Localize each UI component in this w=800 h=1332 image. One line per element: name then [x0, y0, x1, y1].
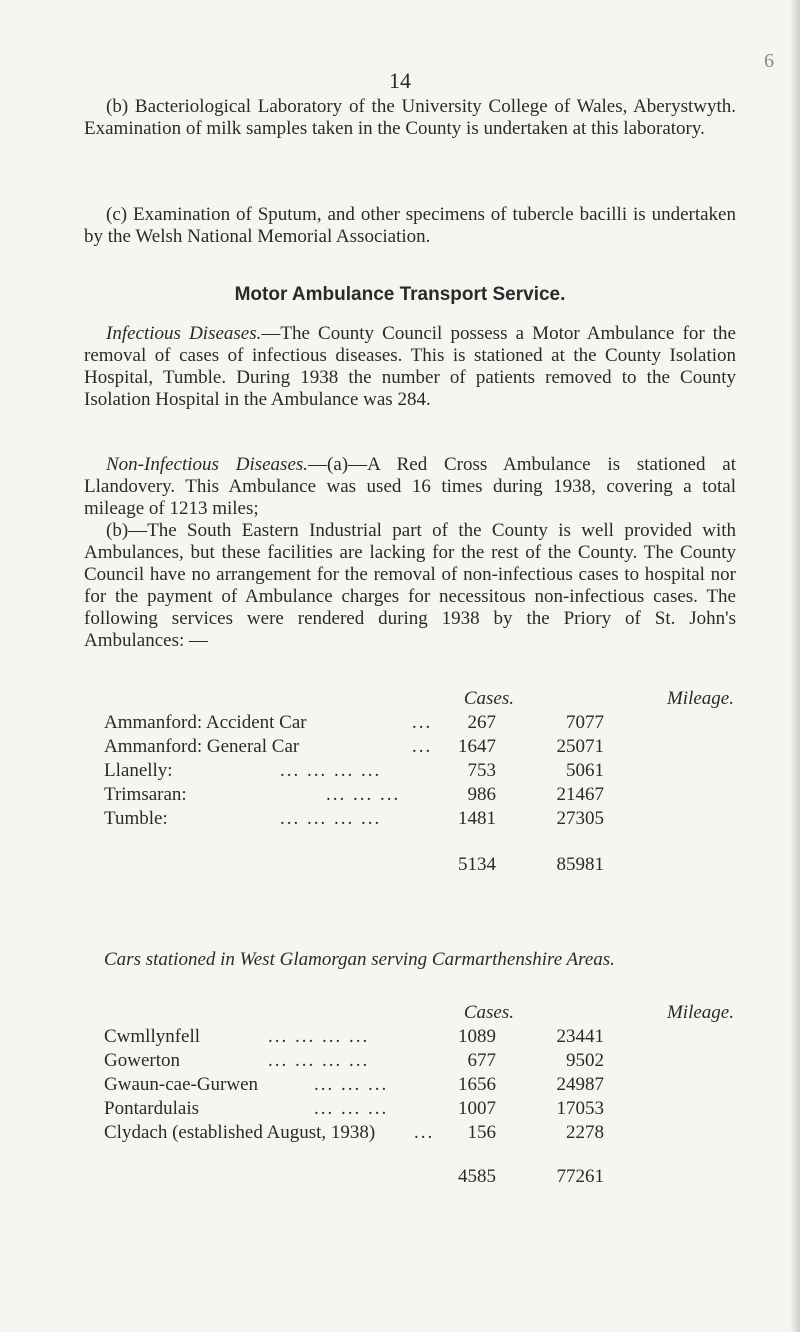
infectious-text: —The County Council possess a Motor Ambulance for the removal of cases of infectious diseases. This is stationed at the County Isolation Hospital, Tumble. During 1938 the number of patients removed to the County Isolation Hospital in the Ambulance was 284. — [84, 323, 736, 410]
leader-dots: ... — [412, 736, 433, 757]
leader-dots: ... — [412, 712, 433, 733]
row-label: Gowerton — [104, 1050, 180, 1071]
leader-dots: ... ... ... — [314, 1074, 389, 1095]
row-mileage: 17053 — [556, 1098, 604, 1119]
leader-dots: ... — [414, 1122, 435, 1143]
west-glamorgan-cars-table — [104, 1002, 744, 1232]
leader-dots: ... ... ... ... — [280, 760, 382, 781]
row-cases: 1481 — [458, 808, 496, 829]
row-mileage: 21467 — [556, 784, 604, 805]
leader-dots: ... ... ... ... — [268, 1026, 370, 1047]
paragraph-sputum: (c) Examination of Sputum, and other specimens of tubercle bacilli is undertaken by the Welsh National Memorial Association. — [84, 204, 736, 247]
leader-dots: ... ... ... ... — [268, 1050, 370, 1071]
row-mileage: 7077 — [566, 712, 604, 733]
row-label: Tumble: — [104, 808, 168, 829]
total-mileage: 85981 — [556, 854, 604, 875]
row-mileage: 24987 — [556, 1074, 604, 1095]
row-mileage: 5061 — [566, 760, 604, 781]
row-label: Llanelly: — [104, 760, 173, 781]
table1-col-cases: Cases. — [463, 688, 514, 709]
leader-dots: ... ... ... — [314, 1098, 389, 1119]
row-label: Ammanford: General Car — [104, 736, 300, 757]
row-cases: 1647 — [458, 736, 496, 757]
row-cases: 753 — [467, 760, 496, 781]
page-number: 14 — [389, 68, 411, 93]
table2-caption: Cars stationed in West Glamorgan serving Carmarthenshire Areas. — [104, 949, 615, 970]
paragraph-bacteriological-lab: (b) Bacteriological Laboratory of the University College of Wales, Aberystwyth. Examination of milk samples taken in the County is undertaken at this laboratory. — [84, 96, 736, 139]
row-mileage: 27305 — [556, 808, 604, 829]
corner-mark: 6 — [764, 50, 774, 72]
table1-col-mileage: Mileage. — [666, 688, 734, 709]
table2-col-cases: Cases. — [463, 1002, 514, 1023]
section-heading: Motor Ambulance Transport Service. — [234, 284, 566, 305]
paragraph-non-infectious-b: (b)—The South Eastern Industrial part of the County is well provided with Ambulances, but these facilities are lacking for the rest of the County. The County Council have no arrangement for the removal of non-infectious cases to hospital nor for the payment of Ambulance charges for necessitous non-infectious cases. The following services were rendered during 1938 by the Priory of St. John's Ambulances: — — [84, 520, 736, 651]
table2-col-mileage: Mileage. — [666, 1002, 734, 1023]
leader-dots: ... ... ... — [326, 784, 401, 805]
row-label: Ammanford: Accident Car — [104, 712, 307, 733]
total-cases: 5134 — [458, 854, 496, 875]
row-mileage: 25071 — [556, 736, 604, 757]
row-cases: 1007 — [458, 1098, 496, 1119]
row-cases: 1656 — [458, 1074, 496, 1095]
infectious-label: Infectious Diseases. — [106, 323, 262, 344]
paragraph-non-infectious — [84, 454, 736, 520]
total-cases: 4585 — [458, 1166, 496, 1187]
st-johns-ambulance-table — [104, 688, 744, 928]
row-label: Cwmllynfell — [104, 1026, 201, 1047]
row-cases: 1089 — [458, 1026, 496, 1047]
row-label: Pontardulais — [104, 1098, 199, 1119]
row-mileage: 23441 — [556, 1026, 604, 1047]
total-mileage: 77261 — [556, 1166, 604, 1187]
row-cases: 156 — [467, 1122, 496, 1143]
row-cases: 267 — [467, 712, 496, 733]
row-mileage: 9502 — [566, 1050, 604, 1071]
row-cases: 986 — [467, 784, 496, 805]
row-label: Clydach (established August, 1938) — [104, 1122, 376, 1143]
non-infectious-text: —(a)—A Red Cross Ambulance is stationed at Llandovery. This Ambulance was used 16 times during 1938, covering a total mileage of 1213 miles; — [84, 454, 736, 519]
page-edge-shadow — [790, 0, 800, 1332]
paragraph-infectious — [84, 323, 736, 411]
row-label: Trimsaran: — [104, 784, 187, 805]
row-label: Gwaun-cae-Gurwen — [104, 1074, 259, 1095]
non-infectious-label: Non-Infectious Diseases. — [106, 454, 309, 475]
row-cases: 677 — [467, 1050, 496, 1071]
row-mileage: 2278 — [566, 1122, 604, 1143]
leader-dots: ... ... ... ... — [280, 808, 382, 829]
